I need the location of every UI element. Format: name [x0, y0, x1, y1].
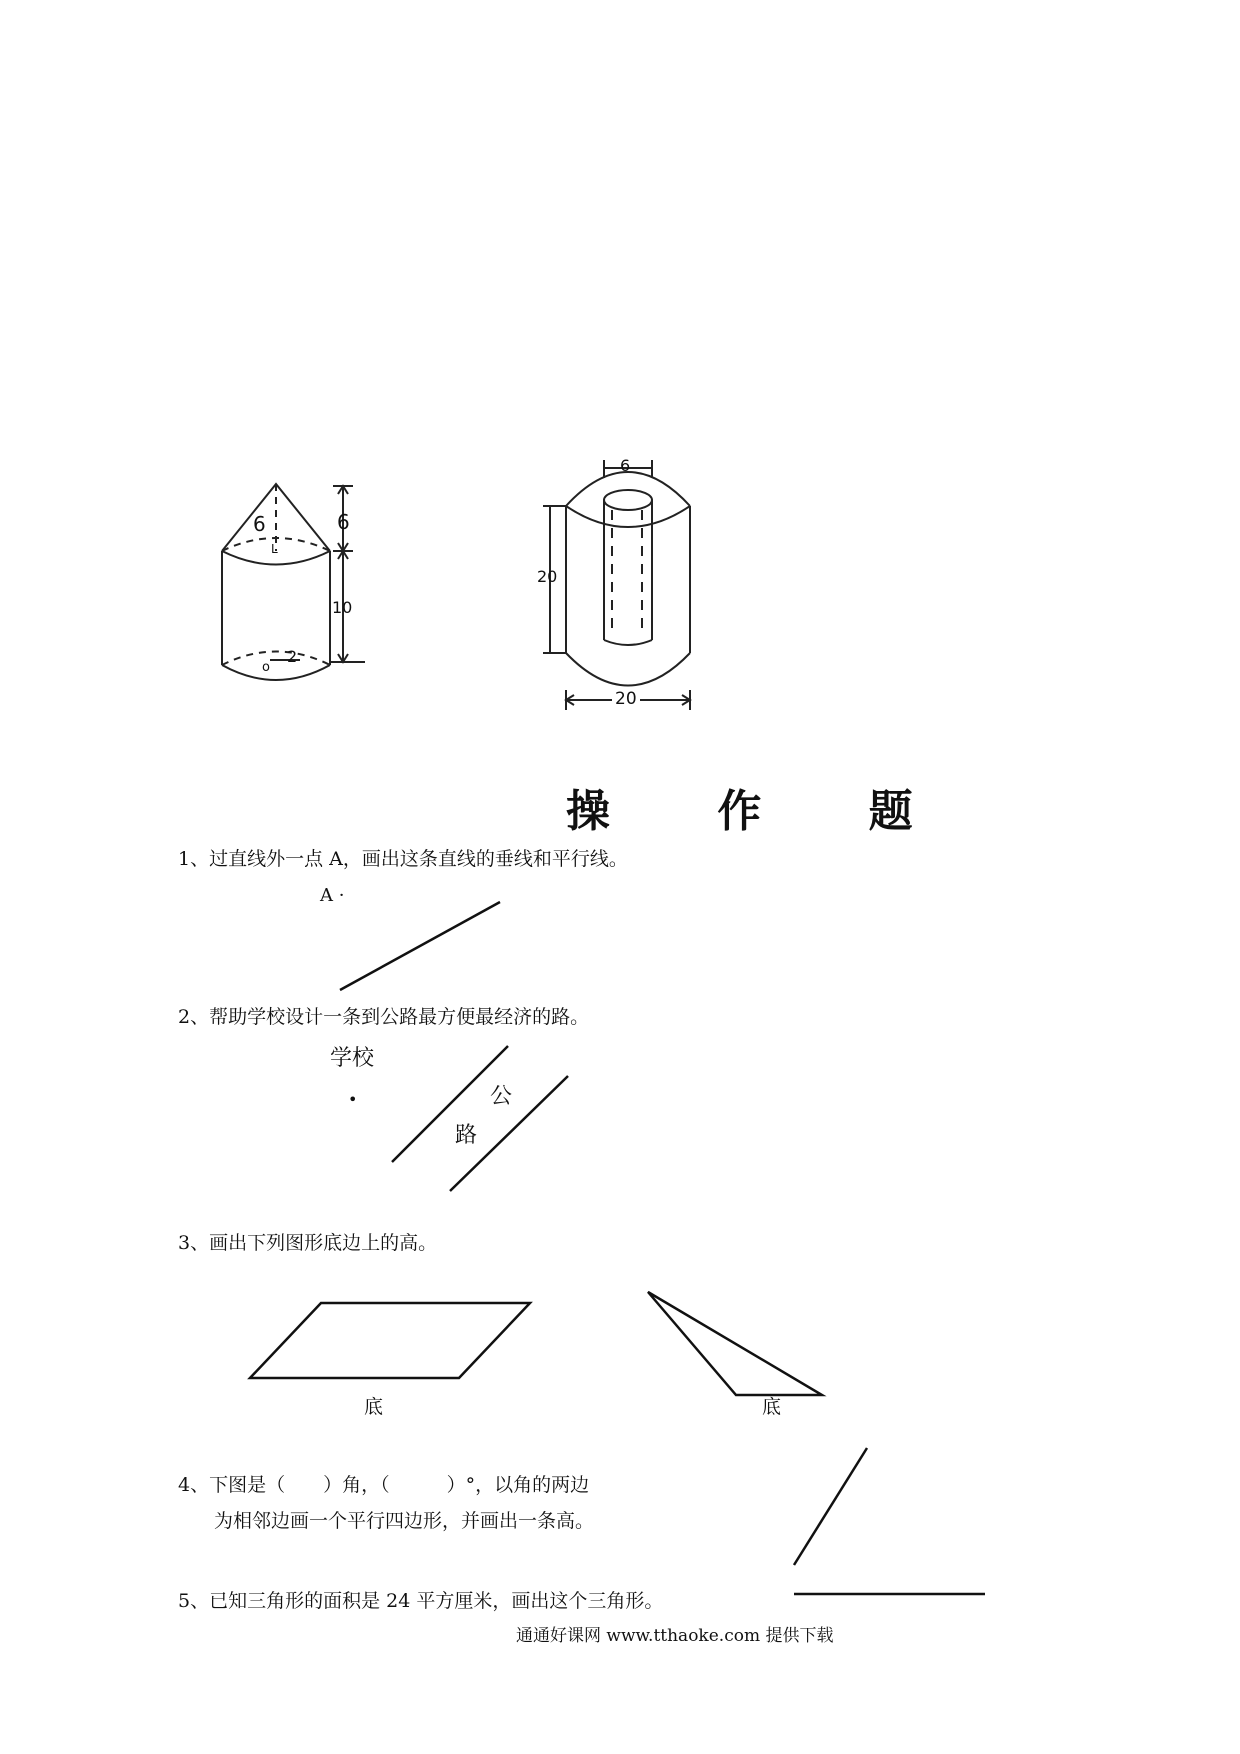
inner-width-label: 6 — [620, 456, 631, 475]
outer-width-label: 20 — [612, 689, 640, 709]
q1-line — [340, 902, 500, 990]
hollow-cylinder-figure — [543, 460, 690, 710]
q3-parallelogram — [250, 1303, 530, 1378]
question-4-line-1: 4、下图是（ ）角，（ ）°，以角的两边 — [178, 1474, 590, 1496]
q2-road-label-1: 公 — [490, 1084, 513, 1109]
footer-text: 通通好课网 www.tthaoke.com 提供下载 — [516, 1626, 834, 1646]
q3-base-mark-2: 底 — [762, 1396, 782, 1418]
question-1-text: 1、过直线外一点 A，画出这条直线的垂线和平行线。 — [178, 848, 628, 870]
question-5-text: 5、已知三角形的面积是 24 平方厘米，画出这个三角形。 — [178, 1590, 664, 1612]
q1-point-label: A · — [320, 885, 345, 906]
cone-height-label: 6 — [337, 510, 350, 534]
question-4-line-2: 为相邻边画一个平行四边形，并画出一条高。 — [214, 1510, 595, 1532]
question-3-text: 3、画出下列图形底边上的高。 — [178, 1232, 438, 1254]
q2-school-label: 学校 — [330, 1046, 375, 1071]
q2-school-dot: • — [348, 1090, 358, 1109]
q4-angle-ray — [794, 1448, 867, 1565]
question-2-text: 2、帮助学校设计一条到公路最方便最经济的路。 — [178, 1006, 590, 1028]
q2-road-label-2: 路 — [455, 1123, 478, 1148]
q3-triangle — [648, 1292, 822, 1395]
hollow-height-label: 20 — [537, 567, 558, 586]
base-radius-label: 2 — [287, 647, 298, 666]
cone-top-mark: L — [271, 542, 278, 556]
cone-slant-label: 6 — [253, 512, 266, 536]
cylinder-height-label: 10 — [332, 598, 353, 617]
base-center-mark: o — [262, 660, 270, 675]
section-title: 操 作 题 — [566, 786, 959, 837]
q3-base-mark-1: 底 — [364, 1396, 384, 1418]
